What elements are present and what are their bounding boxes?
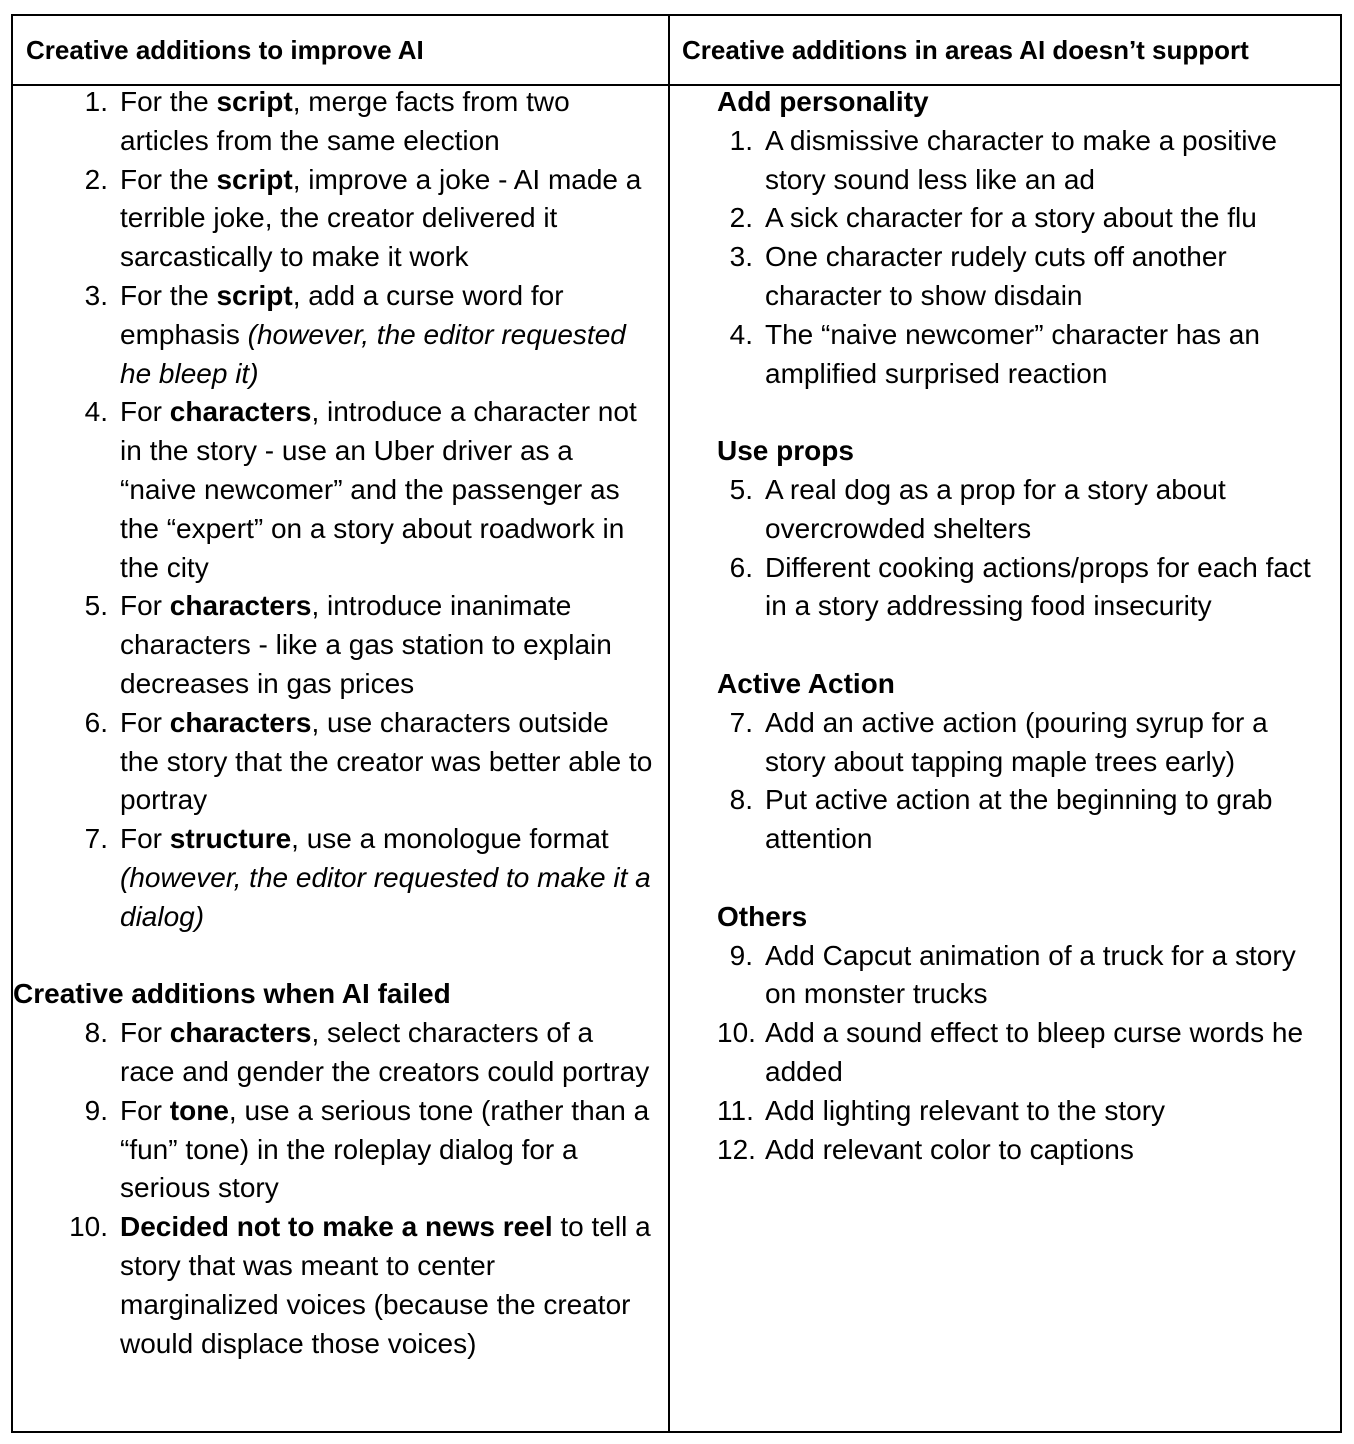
list-item-number: 1. — [729, 124, 753, 156]
list-item-number: 5. — [84, 590, 108, 622]
text-run: For — [120, 1094, 170, 1126]
emphasis-text: tone — [169, 1094, 229, 1126]
list-item — [717, 316, 1323, 394]
list-item-text — [120, 1208, 653, 1363]
list-item — [717, 1131, 1323, 1170]
emphasis-text: structure — [169, 823, 292, 855]
list-item-number: 7. — [729, 706, 753, 738]
emphasis-text: characters — [169, 706, 312, 738]
list-item-number: 2. — [729, 202, 753, 234]
emphasis-text: characters — [169, 590, 312, 622]
list-item — [717, 549, 1323, 627]
list-item — [13, 393, 653, 587]
list-item — [13, 1092, 653, 1208]
list-item-number: 11. — [717, 1094, 754, 1126]
list-item-text — [120, 1092, 653, 1208]
text-run: For the — [120, 163, 217, 195]
emphasis-text: Decided not to make a news reel — [120, 1211, 553, 1243]
list-item — [13, 1208, 653, 1363]
section-title: Use props — [717, 435, 854, 467]
list-item — [13, 704, 653, 820]
text-run: , introduce inanimate characters - like a gas station to explain decreases in gas prices — [120, 590, 612, 699]
text-run: , improve a joke - AI made a terrible joke, the creator delivered it sarcastically to make it work — [120, 163, 642, 273]
list-item — [13, 587, 653, 703]
section-title: Add personality — [717, 86, 929, 117]
list-item-text: Add a sound effect to bleep curse words he added — [765, 1017, 1304, 1087]
list-item-text — [120, 704, 653, 820]
list-item-text — [120, 83, 653, 161]
list-item — [717, 471, 1323, 549]
emphasis-text: characters — [169, 1017, 312, 1049]
column-divider — [668, 16, 670, 1431]
list-item-text — [120, 277, 653, 393]
text-run: For the — [120, 279, 217, 311]
list-item — [13, 161, 653, 277]
list-item-number: 8. — [84, 1017, 108, 1049]
list-item-number: 12. — [717, 1133, 756, 1165]
list-item-text — [120, 393, 653, 587]
list-item — [717, 704, 1323, 782]
text-run: For — [120, 1017, 170, 1049]
list-item-text: The “naive newcomer” character has an amplified surprised reaction — [765, 318, 1260, 389]
list-item-text: Add an active action (pouring syrup for a story about tapping maple trees early) — [765, 706, 1268, 777]
list-item-text: Add relevant color to captions — [765, 1133, 1134, 1165]
list-item-text: Add Capcut animation of a truck for a story on monster trucks — [765, 939, 1296, 1010]
list-item-number: 10. — [717, 1017, 756, 1049]
text-run: , introduce a character not in the story - use an Uber driver as a “naive newcomer” and the passenger as the “expert” on a story about roadwork in the city — [120, 396, 637, 583]
emphasis-text: script — [216, 163, 293, 195]
list-item — [717, 937, 1323, 1015]
text-run: , add a curse word for emphasis — [120, 279, 564, 350]
list-item — [13, 83, 653, 161]
header-left: Creative additions to improve AI — [26, 34, 424, 65]
section-title-ai-failed: Creative additions when AI failed — [13, 978, 451, 1010]
list-item — [717, 1014, 1323, 1092]
list-item — [717, 1092, 1323, 1131]
list-item — [717, 781, 1323, 859]
list-item-number: 6. — [84, 706, 108, 738]
list-item-text: A dismissive character to make a positive story sound less like an ad — [765, 124, 1277, 195]
list-item — [13, 277, 653, 393]
text-run: For — [120, 706, 170, 738]
text-run: to tell a story that was meant to center marginalized voices (because the creator would displace those voices) — [120, 1211, 651, 1359]
italic-note: (however, the editor requested he bleep it) — [120, 318, 626, 389]
text-run: , use characters outside the story that the creator was better able to portray — [120, 706, 653, 816]
emphasis-text: script — [216, 86, 293, 117]
list-item-text: One character rudely cuts off another character to show disdain — [765, 241, 1227, 311]
list-item-text — [120, 1014, 653, 1092]
list-item-text — [120, 161, 653, 277]
list-item-number: 4. — [729, 318, 753, 350]
section-title: Others — [717, 900, 808, 932]
list-item-number: 6. — [729, 551, 753, 583]
list-item-text: A sick character for a story about the flu — [765, 202, 1257, 234]
list-item — [717, 122, 1323, 200]
text-run: , merge facts from two articles from the same election — [120, 86, 570, 156]
emphasis-text: script — [216, 279, 293, 311]
list-item-number: 7. — [84, 823, 108, 855]
list-item-text: A real dog as a prop for a story about overcrowded shelters — [765, 473, 1226, 544]
list-item-text: Add lighting relevant to the story — [765, 1094, 1166, 1126]
list-item-number: 4. — [84, 396, 108, 428]
list-item-number: 10. — [69, 1211, 108, 1243]
right-column — [717, 83, 1323, 1169]
left-column — [13, 83, 653, 1363]
list-item-number: 3. — [84, 279, 108, 311]
text-run: For the — [120, 86, 217, 117]
ai-failed-list — [13, 1014, 653, 1363]
text-run: For — [120, 396, 170, 428]
list-item-text: Different cooking actions/props for each fact in a story addressing food insecurity — [765, 551, 1311, 622]
improve-ai-list — [13, 83, 653, 937]
text-run: , use a serious tone (rather than a “fun” tone) in the roleplay dialog for a serious story — [120, 1094, 650, 1204]
italic-note: (however, the editor requested to make it a dialog) — [120, 861, 651, 932]
text-run: For — [120, 823, 170, 855]
list-item — [13, 820, 653, 936]
header-right: Creative additions in areas AI doesn’t support — [682, 34, 1249, 65]
list-item-number: 2. — [84, 163, 108, 195]
section-title: Active Action — [717, 667, 895, 699]
list-item-number: 3. — [729, 241, 753, 273]
list-item-number: 1. — [84, 86, 108, 117]
text-run: For — [120, 590, 170, 622]
list-item-text: Put active action at the beginning to grab attention — [765, 784, 1273, 855]
emphasis-text: characters — [169, 396, 312, 428]
list-item — [717, 238, 1323, 316]
text-run: , use a monologue format — [291, 823, 609, 855]
list-item-number: 8. — [729, 784, 753, 816]
list-item — [13, 1014, 653, 1092]
list-item-text — [120, 587, 653, 703]
text-run: , select characters of a race and gender the creators could portray — [120, 1017, 650, 1087]
list-item-text — [120, 820, 653, 936]
list-item-number: 9. — [729, 939, 753, 971]
list-item-number: 5. — [729, 473, 753, 505]
list-item — [717, 199, 1323, 238]
list-item-number: 9. — [84, 1094, 108, 1126]
